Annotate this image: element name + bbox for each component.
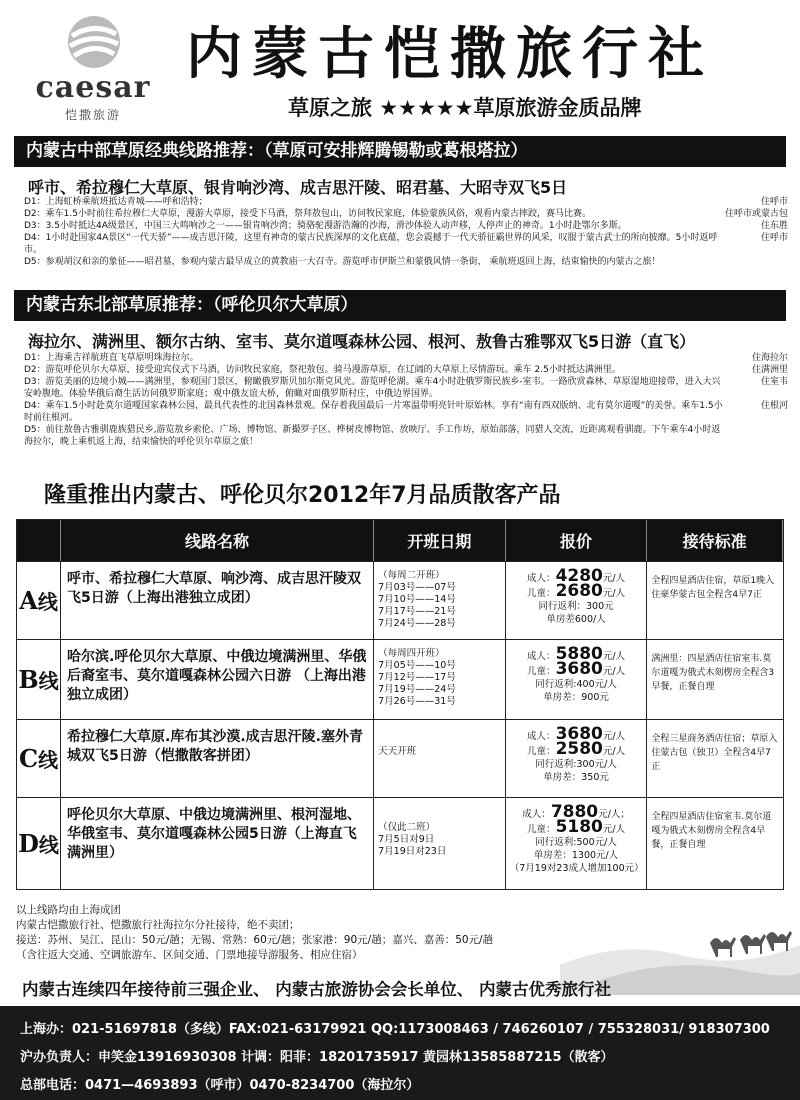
- section2-heading: 内蒙古东北部草原推荐：（呼伦贝尔大草原）: [14, 290, 786, 321]
- departure-dates: （仅此二班） 7月5日对9日 7月19日对23日: [374, 798, 506, 889]
- globe-swirl-icon: [66, 14, 122, 70]
- day-stay: 住呼市: [760, 233, 788, 243]
- price-cell: 成人：3680元/人 儿童：2580元/人 同行返利:300元/人 单房差：350元: [506, 720, 648, 797]
- route-name: 希拉穆仁大草原.库布其沙漠.成吉思汗陵.塞外青城双飞5日游（恺撒散客拼团）: [61, 720, 374, 797]
- section1-itinerary: [24, 196, 788, 268]
- company-name: 内蒙古恺撒旅行社: [186, 21, 714, 87]
- price-cell: 成人：7880元/人； 儿童：5180元/人 同行返利:500元/人 单房差：1300元/人 （7月19对23成人增加100元）: [506, 798, 648, 889]
- footer-shanghai-office: 上海办：021-51697818（多线）FAX:021-63179921 QQ:1173008463 / 746260107 / 755328031/ 918307300: [20, 1022, 770, 1037]
- company-logo: [28, 14, 158, 124]
- itinerary-day: [24, 232, 788, 256]
- adult-price: 5880: [555, 644, 603, 664]
- adult-price: 4280: [555, 566, 603, 586]
- price-cell: 成人：5880元/人 儿童：3680元/人 同行返利:400元/人 单房差：900元: [506, 640, 648, 719]
- contact-footer: [0, 1006, 800, 1100]
- service-standard: 全程三星商务酒店住宿；草原入住蒙古包（独卫）全程含4早7正: [651, 734, 778, 772]
- day-text: D1：上海乘吉祥航班直飞草原明珠海拉尔。: [24, 353, 199, 363]
- price-cell: 成人：4280元/人 儿童：2680元/人 同行返利：300元 单房差600/人: [506, 562, 648, 639]
- child-price: 2580: [555, 739, 603, 759]
- day-text: D4：1小时赴国家4A景区“一代天骄”——成吉思汗陵，这里有神奇的蒙古民族深厚的文化底蕴，您会震撼于一代天骄征霸世界的风采，叹服于蒙古武士的所向披靡。5小时返呼市。: [24, 233, 718, 255]
- itinerary-day: [24, 220, 788, 232]
- child-price: 3680: [555, 659, 603, 679]
- header-cell: 线路名称: [61, 520, 374, 561]
- line-code: D 线: [17, 798, 61, 889]
- table-row: [17, 797, 783, 889]
- note-line: 内蒙古恺撒旅行社、恺撒旅行社海拉尔分社接待，绝不卖团；: [16, 919, 300, 931]
- service-standard: 全程四星酒店住宿，草原1晚入住豪华蒙古包全程含4早7正: [651, 576, 775, 600]
- itinerary-day: [24, 196, 788, 208]
- table-row: [17, 561, 783, 639]
- day-stay: 住呼市: [760, 197, 788, 207]
- itinerary-day: [24, 400, 788, 424]
- day-text: D3：3.5小时抵达4A级景区，中国三大鸣响沙之一——银肯响沙湾；骑骆驼漫游浩瀚的沙海，滑沙体验人动声移，人停声止的神奇。1小时赴鄂尔多斯。: [24, 221, 627, 231]
- departure-dates: 天天开班: [374, 720, 506, 797]
- logo-cn: 恺撒旅游: [64, 108, 121, 122]
- header-cell-code: [17, 520, 61, 561]
- section2-itinerary: [24, 352, 788, 448]
- day-stay: 住海拉尔: [751, 353, 788, 363]
- slogan: 草原之旅 ★★★★★草原旅游金质品牌: [288, 96, 642, 120]
- route-name: 呼市、希拉穆仁大草原、响沙湾、成吉思汗陵双飞5日游（上海出港独立成团）: [61, 562, 374, 639]
- product-table: [16, 519, 784, 890]
- day-text: D2：乘车1.5小时前往希拉穆仁大草原，漫游大草原，接受下马酒，祭拜敖包山，访问牧民家庭，体验蒙族风俗，观看内蒙古摔跤，赛马比赛。: [24, 209, 591, 219]
- note-line: 以上线路均由上海成团: [16, 904, 121, 916]
- day-text: D2：游览呼伦贝尔大草原，接受迎宾仪式下马酒，访问牧民家庭，祭祀敖包。骑马漫游草原，在辽阔的大草原上尽情游玩。乘车 2.5小时抵达满洲里。: [24, 365, 621, 375]
- day-text: D5：参观胡汉和亲的象征——昭君墓，参观内蒙古最早成立的黄教庙一大召寺。游览呼市伊斯兰和蒙俄风情一条街， 乘航班返回上海，结束愉快的内蒙古之旅！: [24, 257, 661, 267]
- header-cell: 开班日期: [374, 520, 506, 561]
- day-text: D1：上海虹桥乘航班抵达青城——呼和浩特；: [24, 197, 208, 207]
- header-cell: 接待标准: [647, 520, 783, 561]
- header-cell: 报价: [506, 520, 648, 561]
- section2-route-title: 海拉尔、满洲里、额尔古纳、室韦、莫尔道嘎森林公园、根河、敖鲁古雅鄂双飞5日游（直飞）: [28, 332, 696, 351]
- day-stay: 住根河: [760, 401, 788, 411]
- departure-dates: （每周四开班） 7月05号——10号 7月12号——17号 7月19号——24号 7月26号——31号: [374, 640, 506, 719]
- itinerary-day: [24, 364, 788, 376]
- footer-contacts: 沪办负责人：申笑金13916930308 计调：阳菲：18201735917 黄园林13585887215（散客）: [20, 1050, 614, 1065]
- section1-heading: 内蒙古中部草原经典线路推荐：（草原可安排辉腾锡勒或葛根塔拉）: [14, 136, 786, 167]
- adult-price: 7880: [550, 802, 599, 822]
- table-row: [17, 639, 783, 719]
- note-line: 接送：苏州、吴江、昆山：50元/趟；无锡、常熟：60元/趟；张家港：90元/趟；嘉兴、嘉善：50元/趟: [16, 934, 494, 946]
- day-stay: 住室韦: [760, 377, 788, 387]
- day-stay: 住呼市或蒙古包: [724, 209, 788, 219]
- child-price: 5180: [555, 817, 603, 837]
- adult-price: 3680: [555, 724, 603, 744]
- table-header: [17, 520, 783, 561]
- promo-title: 隆重推出内蒙古、呼伦贝尔2012年7月品质散客产品: [44, 483, 561, 508]
- day-text: D5：前往敖鲁古雅驯鹿族猎民乡,游览敖乡索伦、广场、博物馆、新撮罗子区、桦树皮博物馆、放映厅、手工作坊，原始部落，同猎人交流，近距离观看驯鹿。下午乘车4小时返海拉尔，晚上乘机返上海，结束愉快的呼伦贝尔草原之旅！: [24, 425, 721, 447]
- itinerary-day: [24, 208, 788, 220]
- service-standard: 满洲里：四星酒店住宿室韦.莫尔道嘎为俄式木刻楞房全程含3早餐，正餐自理: [651, 654, 775, 692]
- line-code: B 线: [17, 640, 61, 719]
- route-name: 呼伦贝尔大草原、中俄边境满洲里、根河湿地、华俄室韦、莫尔道嘎森林公园5日游（上海直飞满洲里）: [61, 798, 374, 889]
- logo-text: caesar: [35, 70, 151, 105]
- service-standard: 全程四星酒店住宿室韦.莫尔道嘎为俄式木刻楞房全程含4早餐，正餐自理: [651, 812, 772, 850]
- note-line: （含往返大交通、空调旅游车、区间交通、门票地接导游服务、相应住宿）: [16, 949, 363, 961]
- child-price: 2680: [555, 581, 603, 601]
- table-row: [17, 719, 783, 797]
- departure-dates: （每周二开班） 7月03号——07号 7月10号——14号 7月17号——21号 7月24号——28号: [374, 562, 506, 639]
- section1-route-title: 呼市、希拉穆仁大草原、银肯响沙湾、成吉思汗陵、昭君墓、大昭寺双飞5日: [28, 178, 568, 197]
- line-code: A 线: [17, 562, 61, 639]
- header: [0, 0, 800, 128]
- footer-hq-phone: 总部电话：0471—4693893（呼市）0470-8234700（海拉尔）: [20, 1078, 420, 1093]
- day-text: D4：乘车1.5小时赴莫尔道嘎国家森林公园，最具代表性的北国森林景观。保存着我国最后一片寒温带明亮针叶原始林。享有“南有西双版纳、北有莫尔道嘎”的美誉。乘车1.5小时前往根河。: [24, 401, 723, 423]
- itinerary-day: [24, 256, 788, 268]
- day-stay: 住东胜: [760, 221, 788, 231]
- route-name: 哈尔滨.呼伦贝尔大草原、中俄边境满洲里、华俄后裔室韦、莫尔道嘎森林公园六日游 （上海出港独立成团）: [61, 640, 374, 719]
- honors: 内蒙古连续四年接待前三强企业、 内蒙古旅游协会会长单位、 内蒙古优秀旅行社: [22, 980, 611, 999]
- day-stay: 住满洲里: [751, 365, 788, 375]
- line-code: C 线: [17, 720, 61, 797]
- itinerary-day: [24, 424, 788, 448]
- itinerary-day: [24, 352, 788, 364]
- itinerary-day: [24, 376, 788, 400]
- notes: [16, 903, 616, 963]
- day-text: D3：游览美丽的边境小城——满洲里，参观国门景区，俯瞰俄罗斯贝加尔斯克风光。游览呼伦湖。乘车4小时赴俄罗斯民族乡-室韦。一路欣赏森林、草原湿地迎接带，进入大兴安岭腹地。体验华俄后裔生活访问俄罗斯家庭；观中俄友谊大桥，俯瞰对面俄罗斯村庄，中俄边界国界。: [24, 377, 721, 399]
